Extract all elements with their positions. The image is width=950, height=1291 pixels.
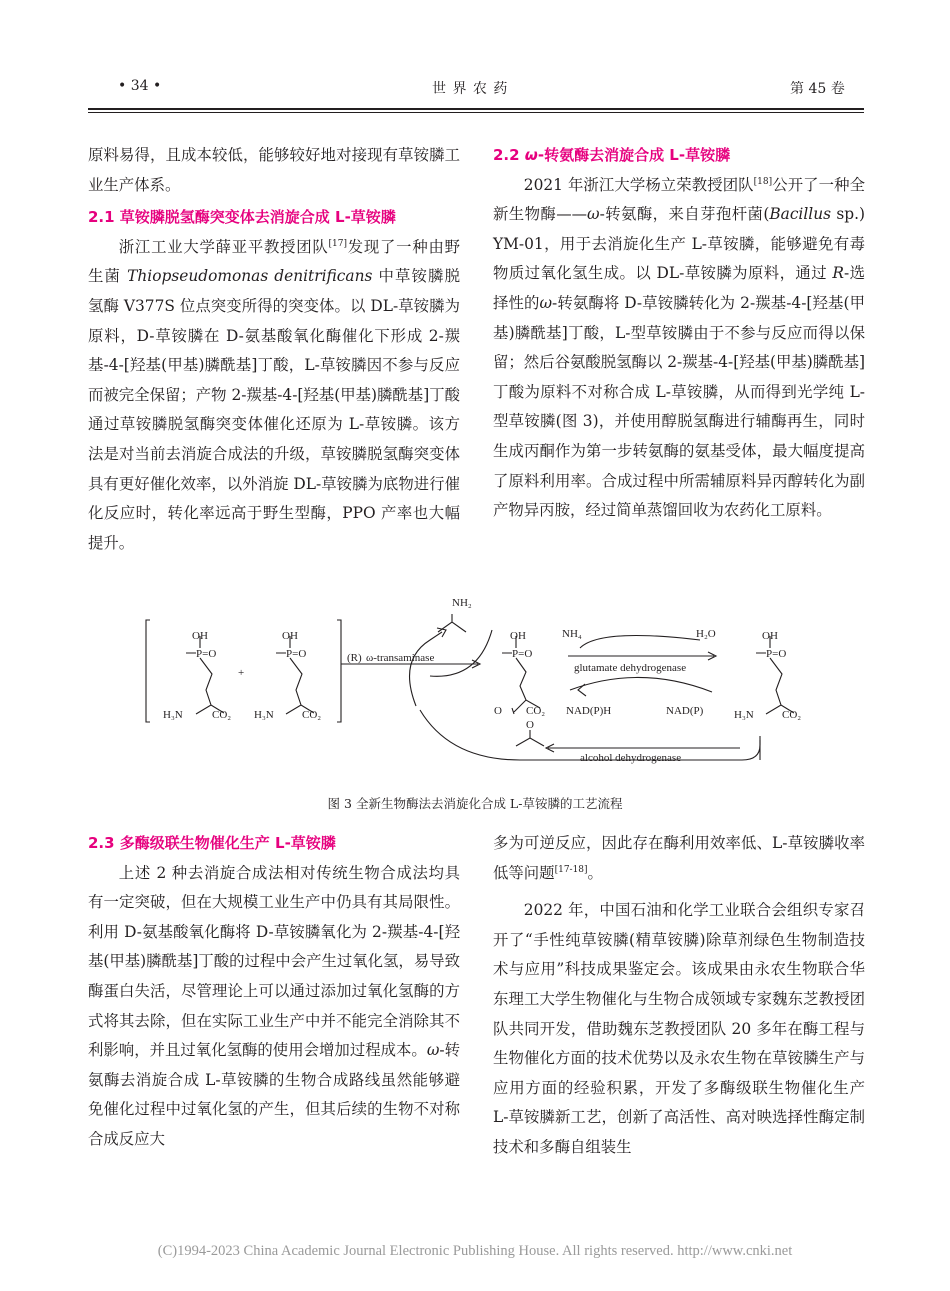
copyright-footer: (C)1994-2023 China Academic Journal Electronic Publishing House. All rights reserved. http://www.cnki.net xyxy=(157,1243,793,1259)
text-segment: 。 xyxy=(587,863,603,882)
omega-symbol: ω xyxy=(539,293,553,312)
omega-symbol: ω xyxy=(426,1041,440,1060)
paragraph-continuation: 原料易得，且成本较低，能够较好地对接现有草铵膦工业生产体系。 xyxy=(88,146,460,194)
omega-symbol: ω xyxy=(587,205,600,224)
fig-label: OH xyxy=(762,630,778,642)
text-segment: 浙江工业大学薛亚平教授团队 xyxy=(118,237,329,256)
header-rule-thin xyxy=(88,112,864,113)
section-2-2-body xyxy=(493,171,865,526)
text-segment: -转氨酶去消旋合成 L-草铵膦的生物合成路线虽然能够避免催化过程中过氧化氢的产生，但其后续的生物不对称合成反应大 xyxy=(88,1041,460,1148)
fig-label: H₃N xyxy=(254,709,274,721)
text-segment: 上述 2 种去消旋合成法相对传统生物合成法均具有一定突破，但在大规模工业生产中仍具有其局限性。利用 D-氨基酸氧化酶将 D-草铵膦氧化为 2-羰基-4-[羟基(甲基)膦酰基]丁酸的过程中会产生过氧化氢，易导致酶蛋白失活，尽管理论上可以通过添加过氧化氢酶的方式将其去除，但在实际工业生产中并不能完全消除其不利影响，并且过氧化氢酶的使用会增加过程成本。 xyxy=(88,863,460,1060)
fig-label: NH₂ xyxy=(452,597,472,609)
fig-label: NH₄ xyxy=(562,628,582,640)
journal-name: 世 界 农 药 xyxy=(432,81,509,97)
fig-label: H₃N xyxy=(163,709,183,721)
text-segment: -选择性的 xyxy=(493,264,866,312)
fig-label: + xyxy=(238,667,245,679)
text-segment: -转氨酶将 D-草铵膦转化为 2-羰基-4-[羟基(甲基)膦酰基]丁酸，L-型草铵膦由于不参与反应而得以保留；然后谷氨酸脱氢酶以 2-羰基-4-[羟基(甲基)膦酰基]丁酸为原料不对称合成 L-草铵膦，从而得到光学纯 L-型草铵膦(图 3)，并使用醇脱氢酶进行辅酶再生，同时生成丙酮作为第一步转氨酶的氨基受体，最大幅度提高了原料利用率。合成过程中所需辅原料异丙醇转化为副产物异丙胺，经过简单蒸馏回收为农药化工原料。 xyxy=(493,293,865,520)
section-2-3-body xyxy=(88,859,460,1155)
species-name: Thiopseudomonas denitrificans xyxy=(127,267,373,286)
fig-label: O xyxy=(494,705,502,717)
figure-3-caption: 图 3 全新生物酶法去消旋化合成 L-草铵膦的工艺流程 xyxy=(327,796,623,811)
text-segment: 公开了一种全新生物酶—— xyxy=(493,175,865,224)
text-segment: -转氨酶，来自芽孢杆菌( xyxy=(599,205,770,224)
fig-label: H₂O xyxy=(696,628,716,640)
section-2-1-body xyxy=(88,233,460,559)
fig-label: glutamate dehydrogenase xyxy=(574,662,687,674)
figure-3-scheme xyxy=(0,590,950,790)
fig-label: P=O xyxy=(512,648,533,660)
section-2-3-title: 2.3 多酶级联生物催化生产 L-草铵膦 xyxy=(88,834,336,852)
citation-17-18: [17-18] xyxy=(554,864,588,875)
title-num: 2.2 xyxy=(493,146,525,164)
left-column-top xyxy=(88,141,460,558)
text-segment: 中草铵膦脱氢酶 V377S 位点突变所得的突变体。以 DL-草铵膦为原料，D-草铵膦在 D-氨基酸氧化酶催化下形成 2-羰基-4-[羟基(甲基)膦酰基]丁酸，L-草铵膦因不参与反应而被完全保留；产物 2-羰基-4-[羟基(甲基)膦酰基]丁酸通过草铵膦脱氢酶突变体催化还原为 L-草铵膦。该方法是对当前去消旋合成法的升级，草铵膦脱氢酶突变体具有更好催化效率，以外消旋 DL-草铵膦为底物进行催化反应时，转化率远高于野生型酶，PPO 产率也大幅提升。 xyxy=(88,267,460,552)
left-column-bottom xyxy=(88,829,460,1155)
text-segment: sp.) YM-01，用于去消旋化生产 L-草铵膦，能够避免有毒物质过氧化氢生成。以 DL-草铵膦为原料，通过 xyxy=(493,205,865,283)
fig-label: H₃N xyxy=(734,709,754,721)
citation-17: [17] xyxy=(328,238,348,249)
fig-label: O xyxy=(526,719,534,731)
fig-label: alcohol dehydrogenase xyxy=(580,752,682,764)
text-segment: 发现了一种由野生菌 xyxy=(88,237,460,286)
citation-18: [18] xyxy=(753,176,773,187)
genus-name: Bacillus xyxy=(769,205,832,224)
fig-label: (R) xyxy=(347,652,362,664)
r-symbol: R xyxy=(832,264,844,283)
text-segment: 2021 年浙江大学杨立荣教授团队 xyxy=(523,175,754,194)
fig-label: CO₂ xyxy=(782,709,802,721)
page-number: • 34 • xyxy=(118,78,162,94)
paragraph-2022: 2022 年，中国石油和化学工业联合会组织专家召开了“手性纯草铵膦(精草铵膦)除草剂绿色生物制造技术与应用”科技成果鉴定会。该成果由永农生物联合华东理工大学生物催化与生物合成领域专家魏东芝教授团队共同开发，借助魏东芝教授团队 20 多年在酶工程与生物催化方面的技术优势以及永农生物在草铵膦生产与应用方面的经验积累，开发了多酶级联生物催化生产 L-草铵膦新工艺，创新了高活性、高对映选择性酶定制技术和多酶自组装生 xyxy=(493,901,865,1156)
fig-label: OH xyxy=(510,630,526,642)
fig-label: CO₂ xyxy=(526,705,546,717)
fig-label: P=O xyxy=(286,648,307,660)
fig-label: NAD(P) xyxy=(666,705,704,717)
omega-symbol: ω xyxy=(524,146,538,164)
fig-label: NAD(P)H xyxy=(566,705,612,717)
title-text: -转氨酶去消旋合成 L-草铵膦 xyxy=(537,146,731,164)
fig-label: CO₂ xyxy=(212,709,232,721)
fig-label: OH xyxy=(192,630,208,642)
fig-label: P=O xyxy=(766,648,787,660)
volume-label: 第 45 卷 xyxy=(790,81,845,97)
fig-label: OH xyxy=(282,630,298,642)
section-2-2-title xyxy=(493,141,865,171)
fig-label: CO₂ xyxy=(302,709,322,721)
fig-label: P=O xyxy=(196,648,217,660)
header-rule xyxy=(88,108,864,110)
fig-label: ω-transaminase xyxy=(366,652,435,664)
right-column-top xyxy=(493,141,865,526)
text-segment: 多为可逆反应，因此存在酶利用效率低、L-草铵膦收率低等问题 xyxy=(493,834,865,882)
section-2-1-title: 2.1 草铵膦脱氢酶突变体去消旋合成 L-草铵膦 xyxy=(88,208,396,227)
paragraph-continuation xyxy=(493,829,865,888)
right-column-bottom xyxy=(493,829,865,1163)
